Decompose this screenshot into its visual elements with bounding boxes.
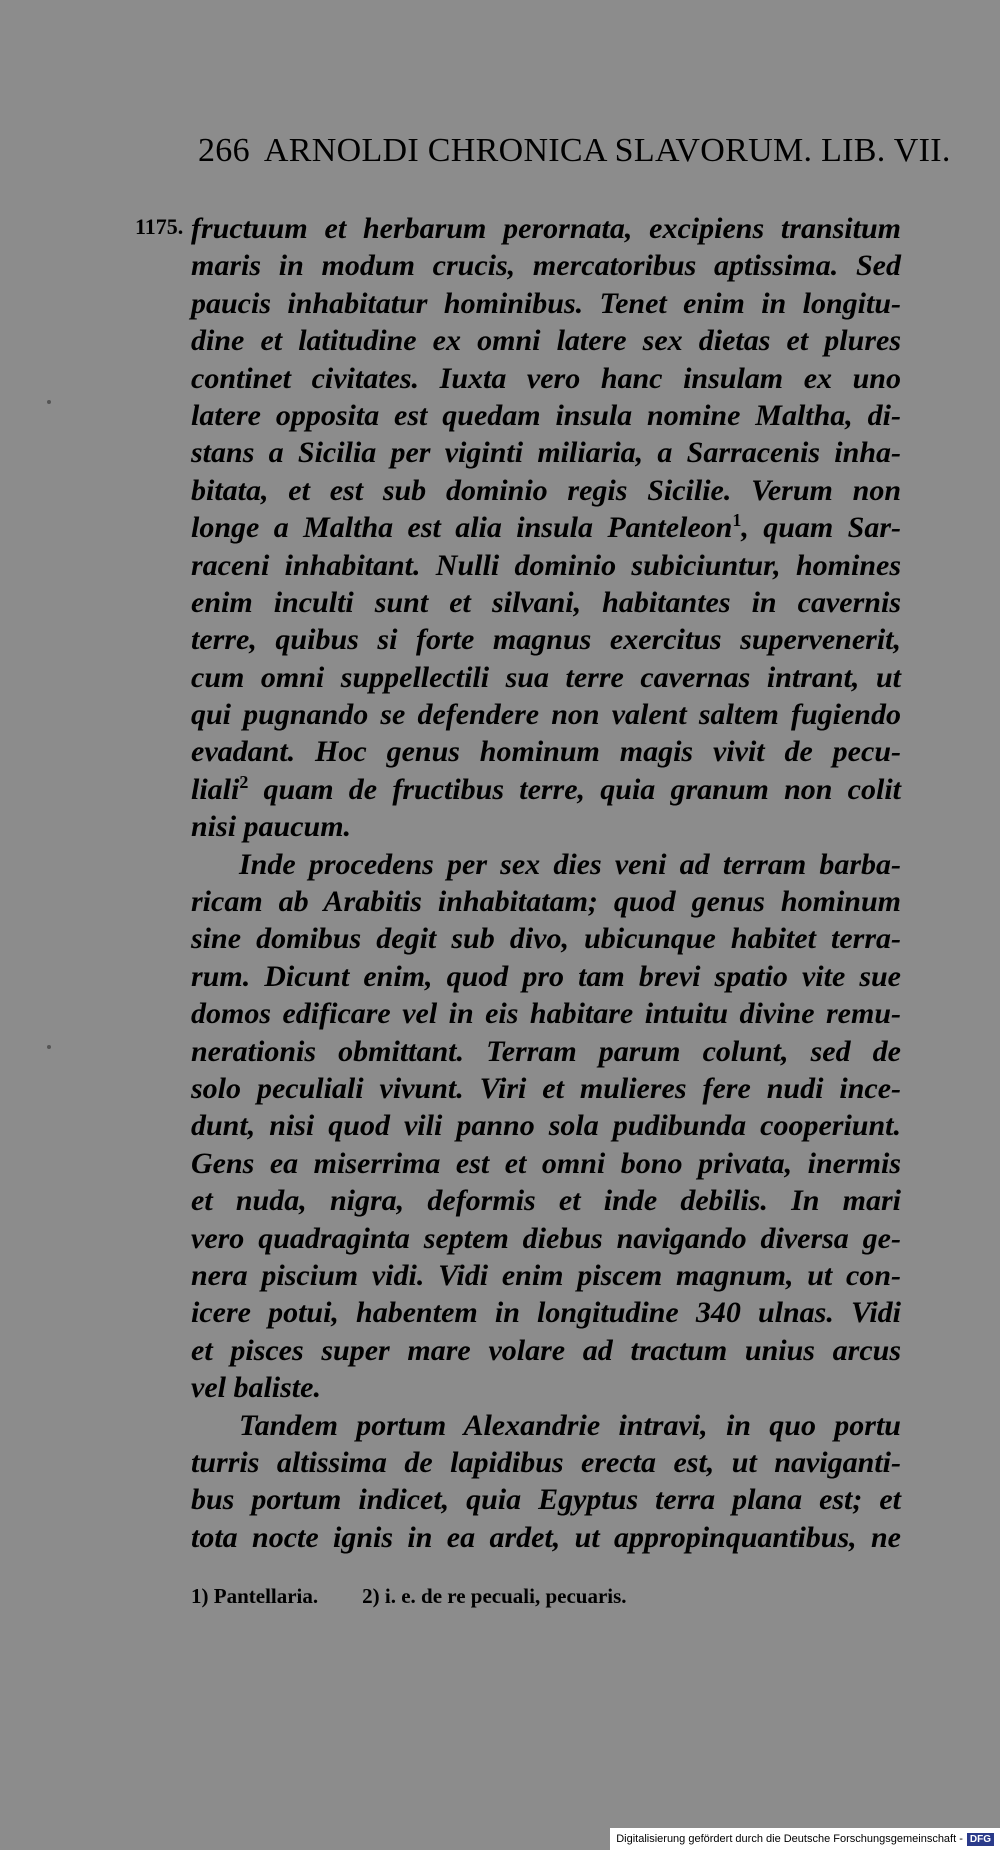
text-line: icere potui, habentem in longitudine 340 ulnas. Vidi — [191, 1296, 901, 1330]
text-line: terre, quibus si forte magnus exercitus supervenerit, — [191, 623, 901, 657]
text-line: qui pugnando se defendere non valent saltem fugiendo — [191, 698, 901, 732]
footnote-2: 2) i. e. de re pecuali, pecuaris. — [362, 1584, 627, 1608]
text-line: maris in modum crucis, mercatoribus aptissima. Sed — [191, 249, 901, 283]
margin-mark — [47, 1045, 51, 1049]
text-line: evadant. Hoc genus hominum magis vivit de pecu- — [191, 735, 901, 769]
text-line: solo peculiali vivunt. Viri et mulieres fere nudi ince- — [191, 1071, 901, 1105]
running-header — [198, 132, 951, 170]
text-line: raceni inhabitant. Nulli dominio subiciuntur, homines — [191, 548, 901, 582]
footnote-ref: 2 — [239, 771, 249, 792]
text-line: sine domibus degit sub divo, ubicunque habitet terra- — [191, 922, 901, 956]
text-line: fructuum et herbarum perornata, excipiens transitum — [191, 212, 901, 245]
text-line: bus portum indicet, quia Egyptus terra plana est; et — [191, 1483, 901, 1517]
text-line: vel baliste. — [191, 1371, 321, 1405]
footnote-ref: 1 — [732, 510, 742, 531]
text-line: dunt, nisi quod vili panno sola pudibunda cooperiunt. — [191, 1109, 901, 1143]
text-line: liali$^2$ quam de fructibus terre, quia granum non colit — [191, 771, 901, 806]
footnotes — [191, 1584, 627, 1609]
text-line: bitata, et est sub dominio regis Sicilie. Verum non — [191, 473, 901, 507]
text-line: Tandem portum Alexandrie intravi, in quo portu — [239, 1408, 901, 1442]
running-title: ARNOLDI CHRONICA SLAVORUM. LIB. VII. — [263, 132, 951, 169]
credit-text: Digitalisierung gefördert durch die Deutsche Forschungsgemeinschaft - — [616, 1833, 963, 1845]
text-line: rum. Dicunt enim, quod pro tam brevi spatio vite sue — [191, 959, 901, 993]
text-line: nera piscium vidi. Vidi enim piscem magnum, ut con- — [191, 1258, 901, 1292]
text-line: Gens ea miserrima est et omni bono privata, inermis — [191, 1146, 901, 1180]
margin-year: 1175. — [135, 214, 184, 239]
page-number: 266 — [198, 132, 250, 169]
text-line: nisi paucum. — [191, 810, 352, 844]
dfg-logo: DFG — [967, 1833, 994, 1846]
text-line: tota nocte ignis in ea ardet, ut appropinquantibus, ne — [191, 1520, 901, 1554]
margin-mark — [47, 400, 51, 404]
footnote-1: 1) Pantellaria. — [191, 1584, 319, 1608]
text-line: longe a Maltha est alia insula Panteleon$^1$, quam Sar- — [191, 510, 901, 545]
text-line: et pisces super mare volare ad tractum unius arcus — [191, 1333, 901, 1367]
text-line: latere opposita est quedam insula nomine Maltha, di- — [191, 398, 901, 432]
text-line: turris altissima de lapidibus erecta est, ut naviganti- — [191, 1445, 901, 1479]
text-line: et nuda, nigra, deformis et inde debilis. In mari — [191, 1184, 901, 1218]
body-text — [191, 210, 901, 1556]
text-line: enim inculti sunt et silvani, habitantes in cavernis — [191, 585, 901, 619]
text-line: vero quadraginta septem diebus navigando diversa ge- — [191, 1221, 901, 1255]
text-line: Inde procedens per sex dies veni ad terram barba- — [239, 847, 901, 881]
text-line: dine et latitudine ex omni latere sex dietas et plures — [191, 324, 901, 358]
digitization-credit-bar — [610, 1828, 1000, 1850]
text-line: paucis inhabitatur hominibus. Tenet enim in longitu- — [191, 286, 901, 320]
text-line: nerationis obmittant. Terram parum colunt, sed de — [191, 1034, 901, 1068]
text-line: ricam ab Arabitis inhabitatam; quod genus hominum — [191, 885, 901, 919]
text-line: stans a Sicilia per viginti miliaria, a Sarracenis inha- — [191, 436, 901, 470]
text-line: cum omni suppellectili sua terre cavernas intrant, ut — [191, 660, 901, 694]
text-line: continet civitates. Iuxta vero hanc insulam ex uno — [191, 361, 901, 395]
text-line: domos edificare vel in eis habitare intuitu divine remu- — [191, 997, 901, 1031]
